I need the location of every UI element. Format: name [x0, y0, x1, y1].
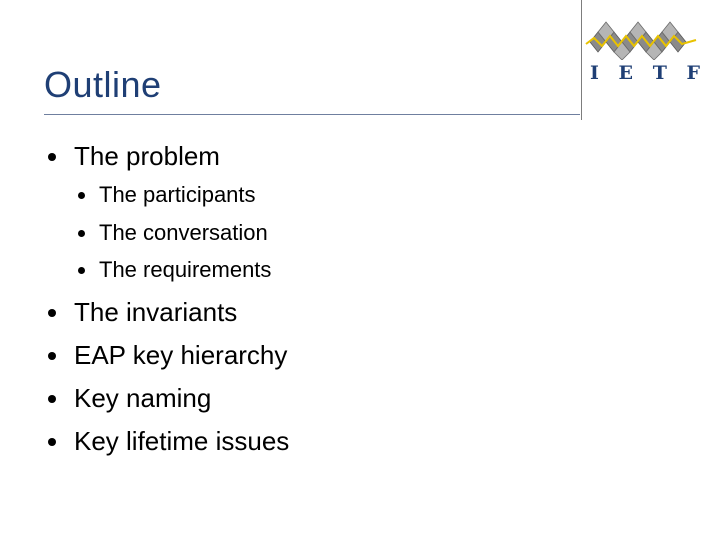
bullet-text: Key lifetime issues — [74, 426, 290, 456]
ietf-logo-text — [590, 62, 700, 84]
logo-letter: T — [652, 62, 667, 84]
title-underline — [44, 114, 580, 115]
bullet-dot-icon — [78, 230, 85, 237]
bullet-item — [48, 340, 287, 371]
bullet-text: The participants — [99, 182, 256, 207]
logo-letter: E — [618, 62, 634, 84]
bullet-dot-icon — [48, 395, 56, 403]
logo-letter: F — [686, 62, 700, 84]
bullet-dot-icon — [48, 352, 56, 360]
logo-divider — [581, 0, 582, 120]
bullet-text: The problem — [74, 141, 220, 171]
bullet-text: The invariants — [74, 297, 238, 327]
bullet-dot-icon — [78, 192, 85, 199]
bullet-dot-icon — [48, 438, 56, 446]
slide-title: Outline — [44, 64, 162, 105]
bullet-item — [48, 297, 237, 328]
bullet-text: The requirements — [99, 257, 272, 282]
sub-bullet-item — [78, 257, 271, 283]
sub-bullet-item — [78, 182, 256, 208]
bullet-dot-icon — [78, 267, 85, 274]
bullet-text: EAP key hierarchy — [74, 340, 288, 370]
bullet-dot-icon — [48, 153, 56, 161]
ietf-wave-icon — [584, 18, 698, 60]
logo-letter: I — [590, 62, 599, 84]
sub-bullet-item — [78, 220, 268, 246]
bullet-text: The conversation — [99, 220, 268, 245]
bullet-dot-icon — [48, 309, 56, 317]
bullet-text: Key naming — [74, 383, 212, 413]
bullet-item — [48, 141, 220, 172]
bullet-item — [48, 383, 211, 414]
bullet-item — [48, 426, 289, 457]
